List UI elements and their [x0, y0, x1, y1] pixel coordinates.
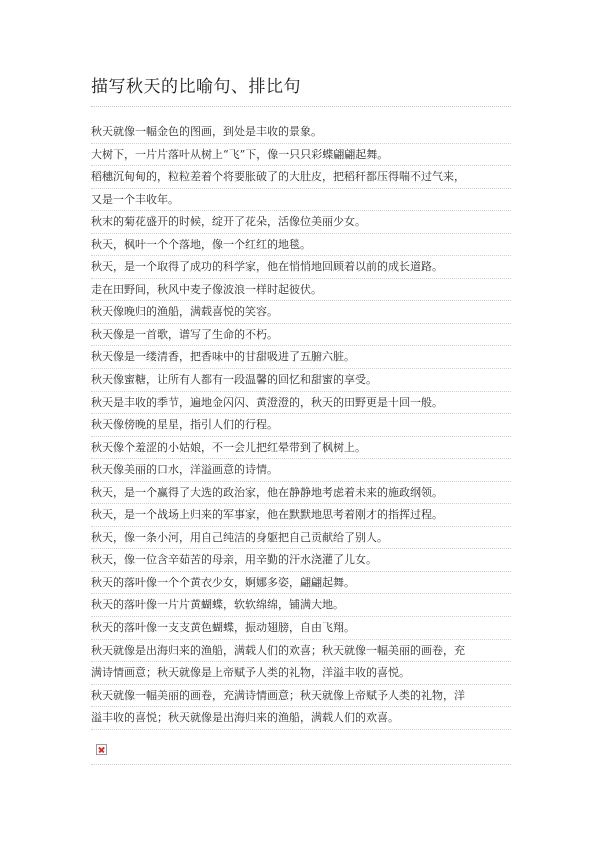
- text-line: 又是一个丰收年。: [91, 192, 511, 215]
- text-line: 秋天，像一位含辛茹苦的母亲，用辛勤的汗水浇灌了儿女。: [91, 552, 511, 575]
- text-line: 大树下，一片片落叶从树上“飞”下，像一只只彩蝶翩翩起舞。: [91, 147, 511, 170]
- title-divider: [91, 106, 511, 107]
- text-line: 秋天像晚归的渔船，满载喜悦的笑容。: [91, 304, 511, 327]
- text-line: 秋天，像一条小河，用自己纯洁的身躯把自己贡献给了别人。: [91, 530, 511, 553]
- text-line: 秋末的菊花盛开的时候，绽开了花朵，活像位美丽少女。: [91, 214, 511, 237]
- text-lines: [91, 124, 511, 733]
- text-line: 秋天就像一幅金色的图画，到处是丰收的景象。: [91, 124, 511, 147]
- text-line: 满诗情画意；秋天就像是上帝赋予人类的礼物，洋溢丰收的喜悦。: [91, 665, 511, 688]
- text-line: 秋天，枫叶一个个落地，像一个红红的地毯。: [91, 237, 511, 260]
- text-line: 秋天的落叶像一支支黄色蝴蝶，振动翅膀，自由飞翔。: [91, 620, 511, 643]
- text-line: 秋天是丰收的季节，遍地金闪闪、黄澄澄的，秋天的田野更是十回一般。: [91, 395, 511, 418]
- text-line: 秋天像美丽的口水，洋溢画意的诗情。: [91, 462, 511, 485]
- end-divider: [91, 764, 511, 765]
- text-line: 秋天像蜜糖，让所有人都有一段温馨的回忆和甜蜜的享受。: [91, 372, 511, 395]
- page-title: 描写秋天的比喻句、排比句: [91, 77, 301, 97]
- text-line: 溢丰收的喜悦；秋天就像是出海归来的渔船，满载人们的欢喜。: [91, 710, 511, 733]
- text-line: 秋天的落叶像一片片黄蝴蝶，软软绵绵，铺满大地。: [91, 597, 511, 620]
- text-line: 稻穗沉甸甸的，粒粒差着个将要胀破了的大肚皮，把稻秆都压得喘不过气来，: [91, 169, 511, 192]
- text-line: 秋天就像一幅美丽的画卷，充满诗情画意；秋天就像上帝赋予人类的礼物，洋: [91, 688, 511, 711]
- text-line: 秋天的落叶像一个个黄衣少女，婀娜多姿，翩翩起舞。: [91, 575, 511, 598]
- text-line: 秋天像是一缕清香，把香味中的甘甜吸进了五腑六脏。: [91, 349, 511, 372]
- text-line: 秋天，是一个战场上归来的军事家，他在默默地思考着刚才的指挥过程。: [91, 507, 511, 530]
- text-line: 秋天像个羞涩的小姑娘，不一会儿把红晕带到了枫树上。: [91, 440, 511, 463]
- broken-image-icon: [96, 744, 107, 755]
- text-line: 秋天，是一个赢得了大选的政治家，他在静静地考虑着未来的施政纲领。: [91, 485, 511, 508]
- text-line: 秋天就像是出海归来的渔船，满载人们的欢喜；秋天就像一幅美丽的画卷，充: [91, 643, 511, 666]
- text-line: 秋天像傍晚的星星，指引人们的行程。: [91, 417, 511, 440]
- text-line: 秋天像是一首歌，谱写了生命的不朽。: [91, 327, 511, 350]
- text-line: 秋天，是一个取得了成功的科学家，他在悄悄地回顾着以前的成长道路。: [91, 259, 511, 282]
- text-line: 走在田野间，秋风中麦子像波浪一样时起彼伏。: [91, 282, 511, 305]
